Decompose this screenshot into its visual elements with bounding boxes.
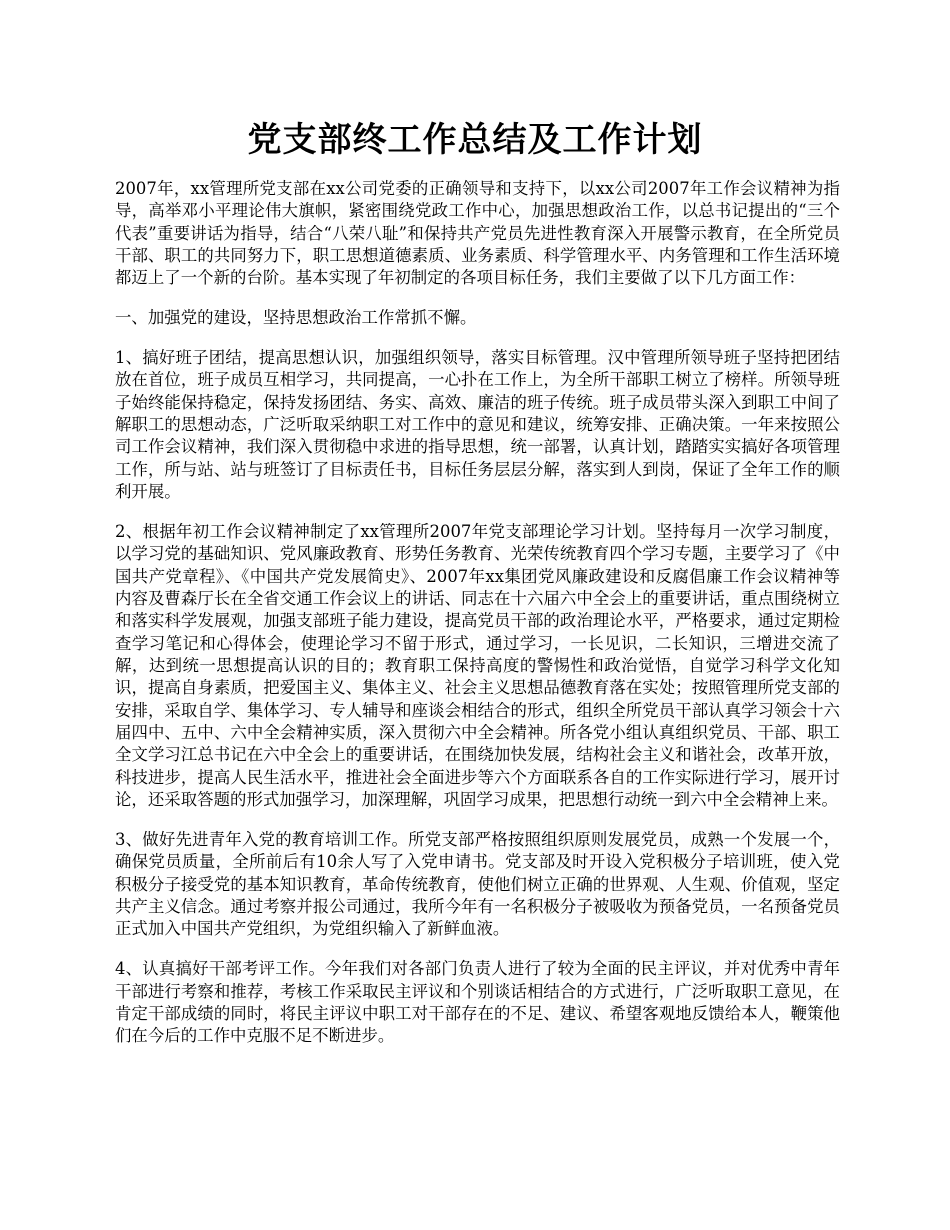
body-paragraph-4: 4、认真搞好干部考评工作。今年我们对各部门负责人进行了较为全面的民主评议，并对优秀中青年干部进行考察和推荐，考核工作采取民主评议和个别谈话相结合的方式进行，广泛听取职工意见，在肯定干部成绩的同时，将民主评议中职工对干部存在的不足、建议、希望客观地反馈给本人，鞭策他们在今后的工作中克服不足不断进步。: [115, 959, 840, 1046]
body-paragraph-1: 1、搞好班子团结，提高思想认识，加强组织领导，落实目标管理。汉中管理所领导班子坚持把团结放在首位，班子成员互相学习，共同提高，一心扑在工作上，为全所干部职工树立了榜样。所领导班子始终能保持稳定，保持发扬团结、务实、高效、廉洁的班子传统。班子成员带头深入到职工中间了解职工的思想动态，广泛听取采纳职工对工作中的意见和建议，统筹安排、正确决策。一年来按照公司工作会议精神，我们深入贯彻稳中求进的指导思想，统一部署，认真计划，踏踏实实搞好各项管理工作，所与站、站与班签订了目标责任书，目标任务层层分解，落实到人到岗，保证了全年工作的顺利开展。: [115, 348, 840, 502]
intro-paragraph: 2007年，xx管理所党支部在xx公司党委的正确领导和支持下，以xx公司2007年工作会议精神为指导，高举邓小平理论伟大旗帜，紧密围绕党政工作中心，加强思想政治工作，以总书记提出的“三个代表”重要讲话为指导，结合“八荣八耻”和保持共产党员先进性教育深入开展警示教育，在全所党员干部、职工的共同努力下，职工思想道德素质、业务素质、科学管理水平、内务管理和工作生活环境都迈上了一个新的台阶。基本实现了年初制定的各项目标任务，我们主要做了以下几方面工作：: [115, 179, 840, 288]
section-heading: 一、加强党的建设，坚持思想政治工作常抓不懈。: [115, 308, 477, 328]
document-title: 党支部终工作总结及工作计划: [247, 120, 703, 160]
body-paragraph-3: 3、做好先进青年入党的教育培训工作。所党支部严格按照组织原则发展党员，成熟一个发展一个，确保党员质量，全所前后有10余人写了入党申请书。党支部及时开设入党积极分子培训班，使入党积极分子接受党的基本知识教育，革命传统教育，使他们树立正确的世界观、人生观、价值观，坚定共产主义信念。通过考察并报公司通过，我所今年有一名积极分子被吸收为预备党员，一名预备党员正式加入中国共产党组织，为党组织输入了新鲜血液。: [115, 829, 840, 939]
document-body: [115, 178, 840, 1065]
body-paragraph-2: 2、根据年初工作会议精神制定了xx管理所2007年党支部理论学习计划。坚持每月一次学习制度，以学习党的基础知识、党风廉政教育、形势任务教育、光荣传统教育四个学习专题，主要学习了《中国共产党章程》、《中国共产党发展简史》、2007年xx集团党风廉政建设和反腐倡廉工作会议精神等内容及曹森厅长在全省交通工作会议上的讲话、同志在十六届六中全会上的重要讲话，重点围绕树立和落实科学发展观，加强支部班子能力建设，提高党员干部的政治理论水平，严格要求，通过定期检查学习笔记和心得体会，使理论学习不留于形式，通过学习，一长见识，二长知识，三增进交流了解，达到统一思想提高认识的目的；教育职工保持高度的警惕性和政治觉悟，自觉学习科学文化知识，提高自身素质，把爱国主义、集体主义、社会主义思想品德教育落在实处；按照管理所党支部的安排，采取自学、集体学习、专人辅导和座谈会相结合的形式，组织全所党员干部认真学习领会十六届四中、五中、六中全会精神实质，深入贯彻六中全会精神。所各党小组认真组织党员、干部、职工全文学习江总书记在六中全会上的重要讲话，在围绕加快发展，结构社会主义和谐社会，改革开放，科技进步，提高人民生活水平，推进社会全面进步等六个方面联系各自的工作实际进行学习，展开讨论，还采取答题的形式加强学习，加深理解，巩固学习成果，把思想行动统一到六中全会精神上来。: [115, 521, 840, 810]
